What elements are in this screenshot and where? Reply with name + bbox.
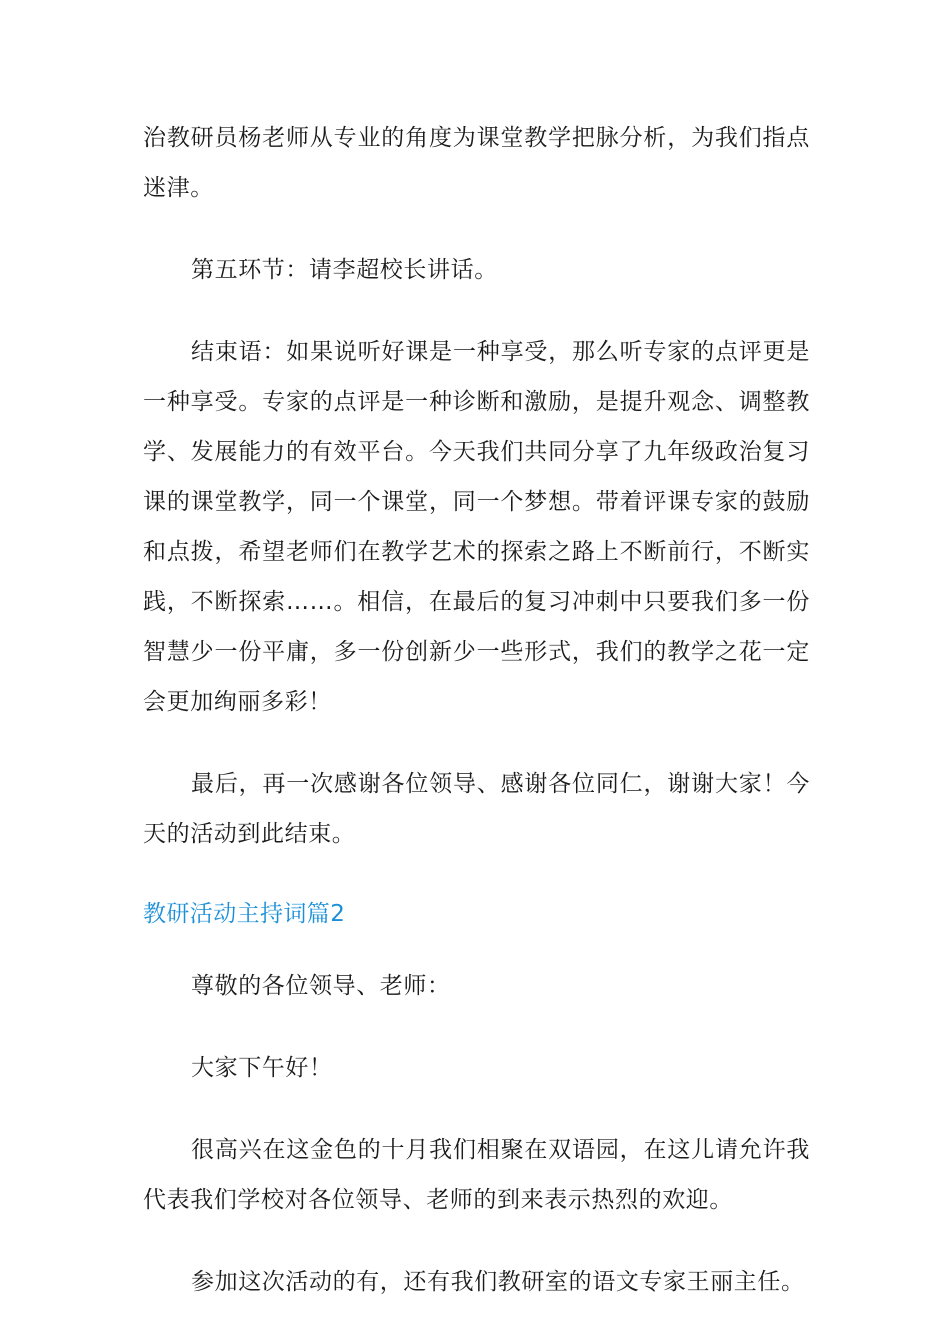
paragraph-continued: 治教研员杨老师从专业的角度为课堂教学把脉分析，为我们指点迷津。 (143, 125, 810, 201)
paragraph-good-afternoon: 大家下午好！ (191, 1055, 333, 1081)
section-heading: 教研活动主持词篇2 (143, 901, 346, 927)
paragraph-thanks: 最后，再一次感谢各位领导、感谢各位同仁，谢谢大家！今天的活动到此结束。 (143, 771, 810, 847)
paragraph-greeting: 尊敬的各位领导、老师： (191, 973, 451, 999)
paragraph-participants: 参加这次活动的有，还有我们教研室的语文专家王丽主任。 (191, 1269, 805, 1295)
paragraph-fifth-step: 第五环节：请李超校长讲话。 (191, 257, 498, 283)
paragraph-closing-remarks: 结束语：如果说听好课是一种享受，那么听专家的点评更是一种享受。专家的点评是一种诊断和激励，是提升观念、调整教学、发展能力的有效平台。今天我们共同分享了九年级政治复习课的课堂教学，同一个课堂，同一个梦想。带着评课专家的鼓励和点拨，希望老师们在教学艺术的探索之路上不断前行，不断实践，不断探索……。相信，在最后的复习冲刺中只要我们多一份智慧少一份平庸，多一份创新少一些形式，我们的教学之花一定会更加绚丽多彩！ (143, 339, 810, 715)
document-page (143, 113, 810, 1307)
paragraph-welcome: 很高兴在这金色的十月我们相聚在双语园，在这儿请允许我代表我们学校对各位领导、老师的到来表示热烈的欢迎。 (143, 1137, 810, 1213)
